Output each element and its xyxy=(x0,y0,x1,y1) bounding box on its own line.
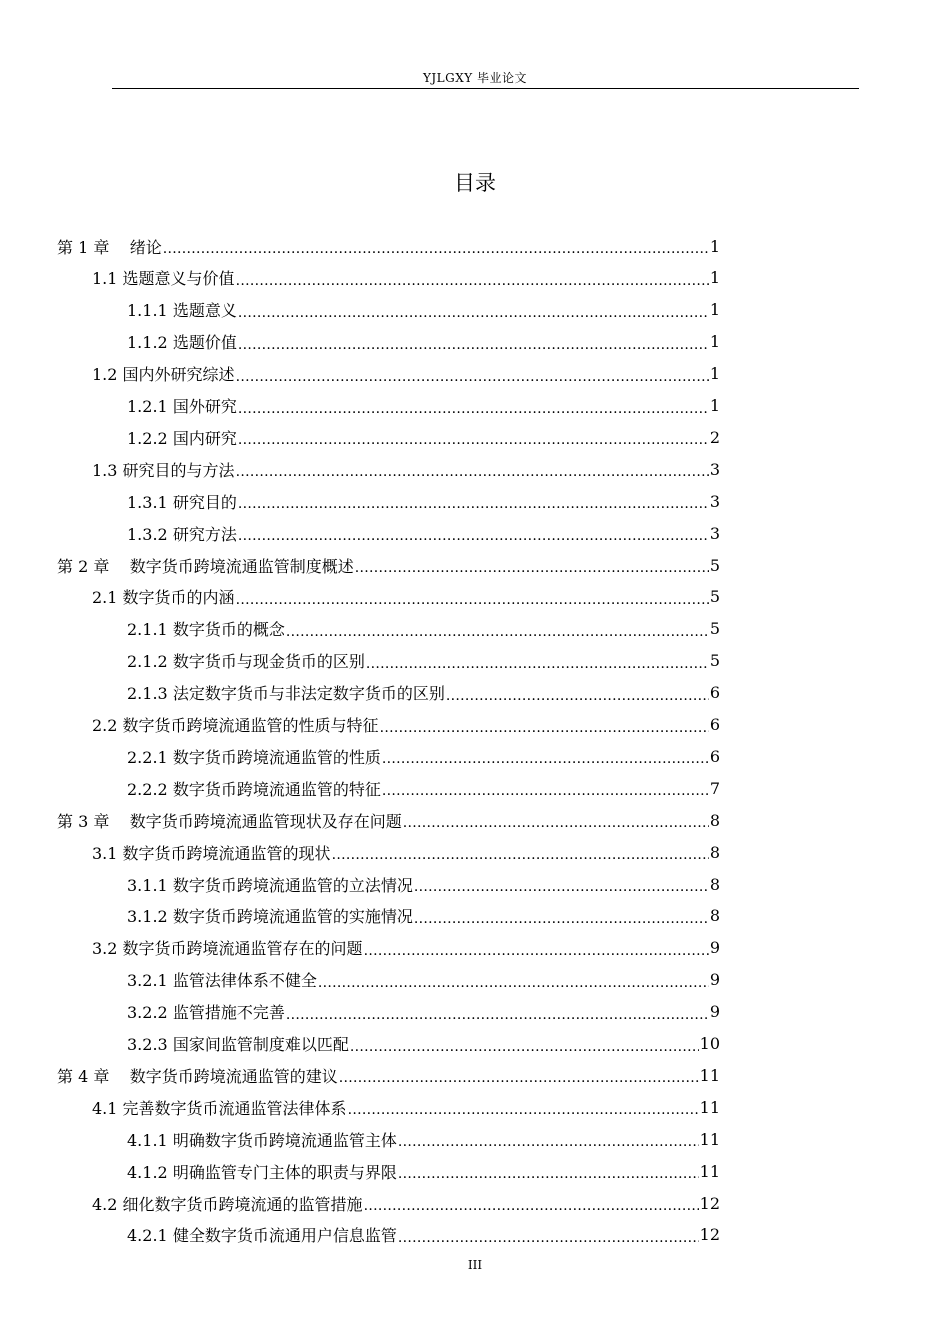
toc-dot-leader xyxy=(238,334,709,350)
toc-entry-page: 11 xyxy=(699,1129,720,1149)
toc-dot-leader xyxy=(364,940,709,956)
toc-entry-title xyxy=(92,1192,363,1215)
toc-entry-title xyxy=(127,649,365,672)
toc-entry-label: 数字货币跨境流通监管制度概述 xyxy=(129,556,354,576)
toc-entry-title xyxy=(57,809,402,832)
toc-entry-title xyxy=(57,1064,338,1087)
page-number: III xyxy=(467,1258,483,1272)
toc-dot-leader xyxy=(446,685,709,701)
toc-entry-separator xyxy=(109,812,129,831)
toc-entry-page: 2 xyxy=(709,427,720,447)
toc-entry-page: 6 xyxy=(709,683,720,703)
toc-entry[interactable] xyxy=(127,613,720,645)
toc-entry-number: 1.3.1 xyxy=(127,492,168,512)
toc-entry-label: 国内研究 xyxy=(172,428,237,448)
toc-entry-page: 8 xyxy=(709,906,720,926)
toc-entry-page: 1 xyxy=(709,332,720,352)
toc-entry-label: 法定数字货币与非法定数字货币的区别 xyxy=(172,684,445,704)
toc-dot-leader xyxy=(236,366,709,382)
toc-entry-number: 2.1.2 xyxy=(127,652,168,672)
toc-entry-label: 数字货币跨境流通监管的现状 xyxy=(122,843,331,863)
toc-entry-label: 数字货币的概念 xyxy=(172,620,285,640)
toc-entry-number: 1.1.2 xyxy=(127,333,168,353)
toc-entry[interactable] xyxy=(127,390,720,422)
toc-entry-label: 细化数字货币跨境流通的监管措施 xyxy=(122,1194,363,1214)
toc-entry-page: 1 xyxy=(709,396,720,415)
toc-dot-leader xyxy=(163,238,709,254)
toc-dot-leader xyxy=(238,525,709,541)
toc-entry-label: 明确监管专门主体的职责与界限 xyxy=(172,1162,397,1182)
toc-entry-label: 选题意义 xyxy=(172,301,237,321)
toc-entry[interactable] xyxy=(127,996,720,1028)
toc-entry-label: 数字货币跨境流通监管存在的问题 xyxy=(122,939,363,959)
toc-entry-number: 1.3 xyxy=(92,460,118,480)
toc-entry-title xyxy=(127,298,237,321)
toc-entry-number: 第 1 章 xyxy=(57,237,110,257)
toc-entry[interactable] xyxy=(127,294,720,326)
toc-entry-page: 5 xyxy=(709,555,720,575)
toc-entry-title xyxy=(127,426,237,449)
toc-entry[interactable] xyxy=(92,1187,720,1219)
toc-entry-number: 1.1.1 xyxy=(127,301,168,321)
toc-entry-number: 2.2 xyxy=(92,716,118,735)
toc-entry-title xyxy=(57,235,162,258)
toc-entry[interactable] xyxy=(127,645,720,677)
toc-entry-number: 第 4 章 xyxy=(57,1066,110,1086)
toc-entry-label: 健全数字货币流通用户信息监管 xyxy=(172,1226,397,1246)
toc-entry-number: 4.1.1 xyxy=(127,1130,168,1150)
toc-entry-page: 7 xyxy=(709,778,720,798)
toc-entry-page: 3 xyxy=(709,491,720,511)
toc-entry[interactable] xyxy=(127,517,720,549)
toc-entry[interactable] xyxy=(127,868,720,900)
toc-dot-leader xyxy=(398,1227,699,1243)
toc-dot-leader xyxy=(398,1163,699,1179)
toc-entry[interactable] xyxy=(57,230,720,262)
toc-entry[interactable] xyxy=(127,1155,720,1187)
toc-entry-title xyxy=(127,1223,397,1246)
toc-entry-page: 11 xyxy=(699,1097,720,1117)
toc-entry-title xyxy=(127,394,237,417)
toc-entry[interactable] xyxy=(127,964,720,996)
toc-entry[interactable] xyxy=(127,1028,720,1060)
toc-dot-leader xyxy=(339,1067,699,1083)
toc-entry[interactable] xyxy=(57,804,720,836)
toc-entry-page: 1 xyxy=(709,364,720,384)
toc-entry-separator xyxy=(109,1067,129,1086)
toc-dot-leader xyxy=(350,1036,699,1052)
toc-entry-page: 8 xyxy=(709,842,720,862)
toc-entry-number: 1.3.2 xyxy=(127,524,168,544)
toc-entry-title xyxy=(127,681,445,704)
toc-entry-title xyxy=(57,554,354,577)
toc-entry[interactable] xyxy=(127,1219,720,1251)
toc-entry-title xyxy=(127,1032,349,1055)
toc-entry-number: 2.2.1 xyxy=(127,747,168,767)
toc-entry-page: 9 xyxy=(709,938,720,958)
toc-entry-separator xyxy=(109,238,129,257)
toc-entry-label: 研究目的与方法 xyxy=(122,460,235,480)
toc-entry-page: 11 xyxy=(699,1065,720,1085)
toc-entry-page: 12 xyxy=(699,1193,720,1213)
toc-entry[interactable] xyxy=(57,549,720,581)
toc-entry[interactable] xyxy=(127,485,720,517)
toc-entry-label: 数字货币跨境流通监管的性质 xyxy=(172,747,381,767)
toc-dot-leader xyxy=(414,908,709,924)
toc-dot-leader xyxy=(348,1099,699,1115)
toc-entry-title xyxy=(92,841,331,864)
toc-entry-separator xyxy=(109,557,129,576)
toc-entry-number: 2.2.2 xyxy=(127,779,168,799)
toc-entry-page: 8 xyxy=(709,810,720,830)
toc-entry[interactable] xyxy=(127,421,720,453)
toc-dot-leader xyxy=(286,1004,709,1020)
toc-entry[interactable] xyxy=(92,358,720,390)
toc-entry-number: 3.1.2 xyxy=(127,907,168,927)
toc-dot-leader xyxy=(366,653,709,669)
toc-entry[interactable] xyxy=(127,677,720,709)
toc-entry-page: 3 xyxy=(709,459,720,479)
toc-entry-title xyxy=(127,904,413,927)
toc-entry-title xyxy=(127,1000,285,1023)
toc-dot-leader xyxy=(236,270,709,286)
toc-entry-page: 1 xyxy=(709,300,720,320)
toc-entry-page: 6 xyxy=(709,715,720,734)
toc-entry-label: 完善数字货币流通监管法律体系 xyxy=(122,1098,347,1118)
toc-entry[interactable] xyxy=(92,581,720,613)
toc-entry-page: 3 xyxy=(709,523,720,543)
toc-entry-label: 数字货币与现金货币的区别 xyxy=(172,652,365,672)
toc-entry-label: 研究方法 xyxy=(172,524,237,544)
toc-entry-page: 6 xyxy=(709,746,720,766)
toc-entry-number: 2.1.1 xyxy=(127,620,168,640)
toc-entry-label: 明确数字货币跨境流通监管主体 xyxy=(172,1130,397,1150)
toc-entry-number: 3.1.1 xyxy=(127,875,168,895)
toc-entry-label: 数字货币跨境流通监管现状及存在问题 xyxy=(129,811,402,831)
toc-entry-number: 4.1 xyxy=(92,1098,118,1118)
toc-entry-title xyxy=(92,585,235,608)
toc-entry-label: 监管措施不完善 xyxy=(172,1003,285,1023)
toc-entry-title xyxy=(127,330,237,353)
toc-entry-page: 10 xyxy=(699,1034,720,1053)
toc-entry-page: 11 xyxy=(699,1161,720,1181)
toc-entry-number: 3.2.2 xyxy=(127,1003,168,1023)
toc-entry-title xyxy=(92,936,363,959)
toc-entry[interactable] xyxy=(127,740,720,772)
toc-dot-leader xyxy=(414,876,709,892)
toc-entry-page: 5 xyxy=(709,587,720,607)
toc-entry-title xyxy=(127,873,413,896)
toc-entry-label: 数字货币的内涵 xyxy=(122,588,235,608)
toc-dot-leader xyxy=(332,844,709,860)
toc-dot-leader xyxy=(236,589,709,605)
toc-entry[interactable] xyxy=(92,932,720,964)
toc-entry-number: 第 3 章 xyxy=(57,811,110,831)
toc-dot-leader xyxy=(382,780,709,796)
toc-entry-page: 5 xyxy=(709,651,720,671)
toc-dot-leader xyxy=(238,493,709,509)
toc-dot-leader xyxy=(238,398,709,414)
toc-dot-leader xyxy=(398,1131,699,1147)
toc-entry-number: 4.1.2 xyxy=(127,1162,168,1182)
toc-entry-number: 3.2.1 xyxy=(127,971,168,991)
toc-entry-page: 8 xyxy=(709,874,720,894)
toc-entry-number: 3.2.3 xyxy=(127,1035,168,1054)
toc-entry-number: 2.1.3 xyxy=(127,684,168,704)
toc-entry-page: 1 xyxy=(709,268,720,288)
toc-entry-label: 国外研究 xyxy=(172,397,237,416)
toc-entry-label: 数字货币跨境流通监管的实施情况 xyxy=(172,907,413,927)
toc-entry[interactable] xyxy=(57,1059,720,1091)
toc-entry-title xyxy=(92,362,235,385)
toc-entry-number: 第 2 章 xyxy=(57,556,110,576)
toc-dot-leader xyxy=(238,302,709,318)
toc-entry[interactable] xyxy=(127,900,720,932)
toc-entry-title xyxy=(92,458,235,481)
toc-entry-title xyxy=(127,777,381,800)
toc-entry-title xyxy=(127,617,285,640)
toc-entry-title xyxy=(127,968,317,991)
toc-entry-number: 4.2.1 xyxy=(127,1226,168,1246)
toc-dot-leader xyxy=(364,1195,699,1211)
toc-entry-page: 12 xyxy=(699,1225,720,1245)
toc-entry-number: 4.2 xyxy=(92,1194,118,1214)
toc-entry-title xyxy=(127,490,237,513)
toc-dot-leader xyxy=(355,557,709,573)
toc-entry[interactable] xyxy=(127,326,720,358)
toc-dot-leader xyxy=(286,621,709,637)
toc-entry-page: 5 xyxy=(709,619,720,639)
toc-dot-leader xyxy=(238,429,709,445)
toc-entry-label: 选题意义与价值 xyxy=(122,269,235,289)
toc-entry-number: 1.2.2 xyxy=(127,428,168,448)
toc-entry-page: 9 xyxy=(709,1002,720,1022)
toc-entry-label: 国内外研究综述 xyxy=(122,365,235,385)
running-header: YJLGXY 毕业论文 xyxy=(422,71,528,85)
toc-entry[interactable] xyxy=(92,836,720,868)
toc-entry[interactable] xyxy=(127,1123,720,1155)
toc-entry-label: 研究目的 xyxy=(172,492,237,512)
toc-entry-number: 3.1 xyxy=(92,843,118,863)
toc-entry-number: 1.2 xyxy=(92,365,118,385)
toc-entry-title xyxy=(127,522,237,545)
toc-entry-number: 3.2 xyxy=(92,939,118,959)
toc-entry-label: 监管法律体系不健全 xyxy=(172,971,317,991)
toc-entry-title xyxy=(127,745,381,768)
toc-entry-title xyxy=(92,713,379,736)
toc-entry[interactable] xyxy=(127,772,720,804)
toc-entry-label: 数字货币跨境流通监管的性质与特征 xyxy=(122,716,379,735)
toc-entry-number: 1.1 xyxy=(92,269,118,289)
toc-entry-title xyxy=(127,1128,397,1151)
toc-dot-leader xyxy=(380,717,709,733)
toc-entry-title xyxy=(92,1096,347,1119)
toc-entry-label: 绪论 xyxy=(129,237,162,257)
header-divider xyxy=(112,88,859,89)
toc-entry-label: 数字货币跨境流通监管的建议 xyxy=(129,1066,338,1086)
toc-title: 目录 xyxy=(454,171,496,195)
toc-dot-leader xyxy=(403,812,709,828)
toc-dot-leader xyxy=(318,972,709,988)
toc-entry[interactable] xyxy=(92,262,720,294)
toc-dot-leader xyxy=(236,461,709,477)
toc-entry-title xyxy=(92,266,235,289)
toc-entry[interactable] xyxy=(92,1091,720,1123)
toc-entry-label: 数字货币跨境流通监管的特征 xyxy=(172,779,381,799)
toc-entry-label: 数字货币跨境流通监管的立法情况 xyxy=(172,875,413,895)
toc-entry-label: 国家间监管制度难以匹配 xyxy=(172,1035,349,1054)
toc-entry-number: 2.1 xyxy=(92,588,118,608)
toc-entry-number: 1.2.1 xyxy=(127,397,168,416)
toc-entry[interactable] xyxy=(92,453,720,485)
toc-dot-leader xyxy=(382,748,709,764)
toc-entry-label: 选题价值 xyxy=(172,333,237,353)
toc-entry-title xyxy=(127,1160,397,1183)
toc-entry[interactable] xyxy=(92,709,720,741)
toc-entry-page: 9 xyxy=(709,970,720,990)
toc-entry-page: 1 xyxy=(709,236,720,256)
